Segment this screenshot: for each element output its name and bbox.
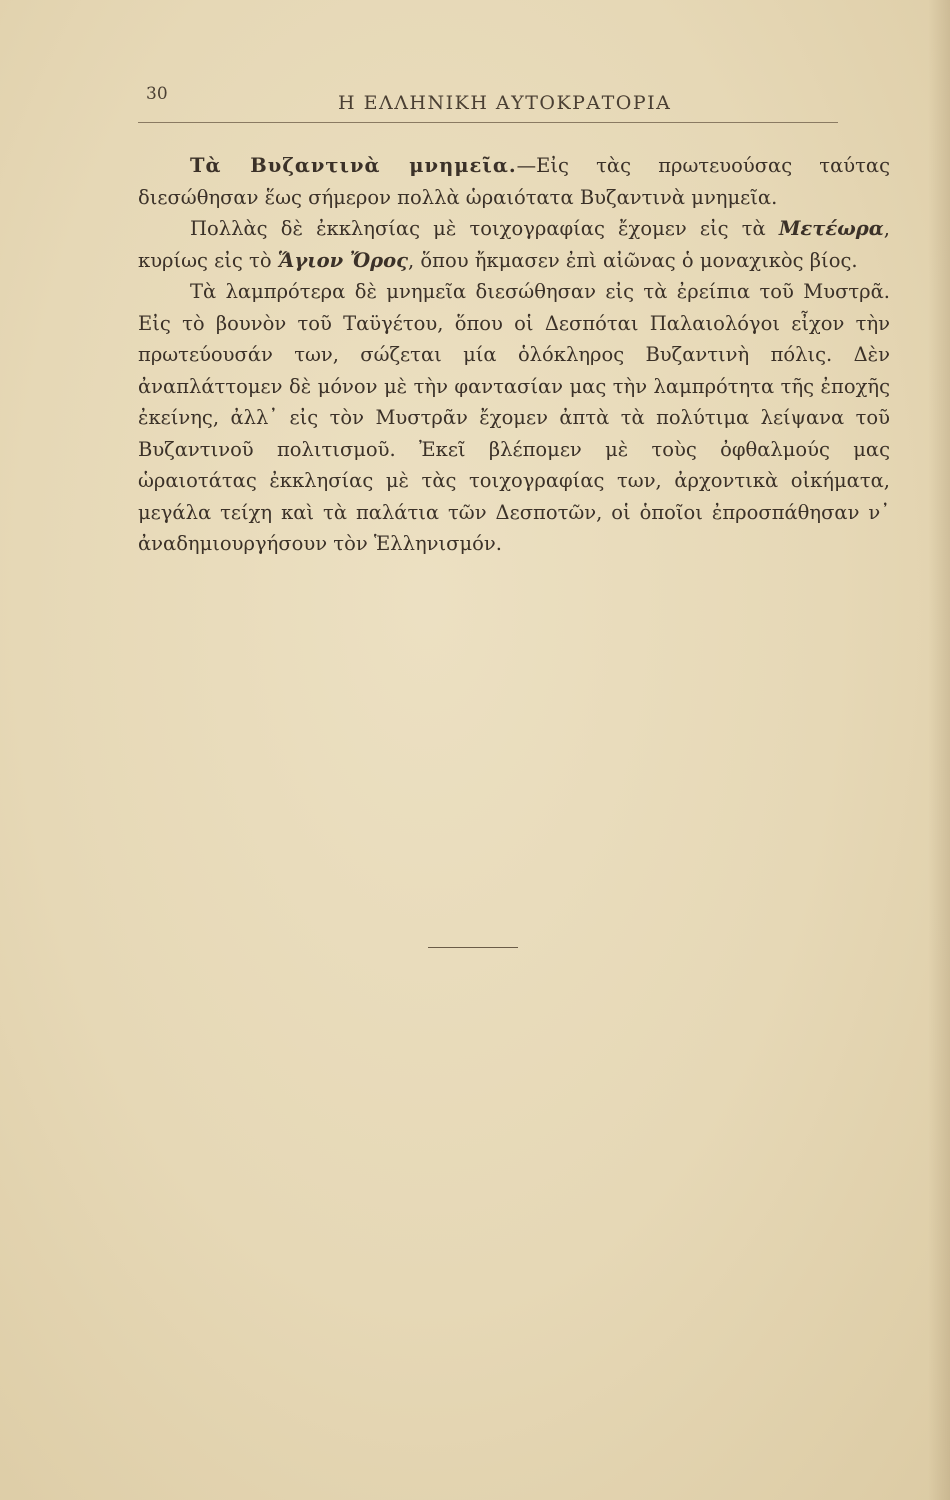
section-divider xyxy=(428,947,518,948)
body-text xyxy=(138,150,890,560)
paragraph-text: , ὅπου ἤκμασεν ἐπὶ αἰῶνας ὁ μοναχικὸς βίος. xyxy=(408,248,858,272)
paragraph-text: —Εἰς τὰς πρωτευούσας ταύτας διεσώθησαν ἕως σήμερον πολλὰ ὡραιότατα Βυζαντινὰ μνημεῖα. xyxy=(138,154,890,209)
paragraph-byzantine-monuments xyxy=(138,150,890,213)
page-edge-shadow xyxy=(928,0,950,1500)
paragraph-text: , κυρίως εἰς τὸ xyxy=(138,217,890,272)
place-agion-oros: Ἅγιον Ὄρος xyxy=(277,248,408,272)
header-rule xyxy=(138,122,838,123)
paragraph-text: Τὰ λαμπρότερα δὲ μνημεῖα διεσώθησαν εἰς τὰ ἐρείπια τοῦ Μυστρᾶ. Εἰς τὸ βουνὸν τοῦ Ταϋγέτου, ὅπου οἱ Δεσπόται Παλαιολόγοι εἶχον τὴν πρωτεύουσάν των, σώζεται μία ὁλόκληρος Βυζαντινὴ πόλις. Δὲν ἀναπλάττομεν δὲ μόνον μὲ τὴν φαντασίαν μας τὴν λαμπρότητα τῆς ἐποχῆς ἐκείνης, ἀλλ᾽ εἰς τὸν Μυστρᾶν ἔχομεν ἀπτὰ τὰ πολύτιμα λείψανα τοῦ Βυζαντινοῦ πολιτισμοῦ. Ἐκεῖ βλέπομεν μὲ τοὺς ὀφθαλμούς μας ὡραιοτάτας ἐκκλησίας μὲ τὰς τοιχογραφίας των, ἀρχοντικὰ οἰκήματα, μεγάλα τείχη καὶ τὰ παλάτια τῶν Δεσποτῶν, οἱ ὁποῖοι ἐπροσπάθησαν ν᾽ ἀναδημιουργήσουν τὸν Ἑλληνισμόν. xyxy=(138,280,890,555)
page-number: 30 xyxy=(146,84,168,104)
running-title: Η ΕΛΛΗΝΙΚΗ ΑΥΤΟΚΡΑΤΟΡΙΑ xyxy=(338,92,672,114)
paragraph-mystras xyxy=(138,276,890,560)
paragraph-churches xyxy=(138,213,890,276)
page-header xyxy=(138,84,898,124)
place-meteora: Μετέωρα xyxy=(778,217,884,240)
section-title: Τὰ Βυζαντινὰ μνημεῖα. xyxy=(190,154,517,177)
paragraph-text: Πολλὰς δὲ ἐκκλησίας μὲ τοιχογραφίας ἔχομεν εἰς τὰ xyxy=(190,217,779,240)
